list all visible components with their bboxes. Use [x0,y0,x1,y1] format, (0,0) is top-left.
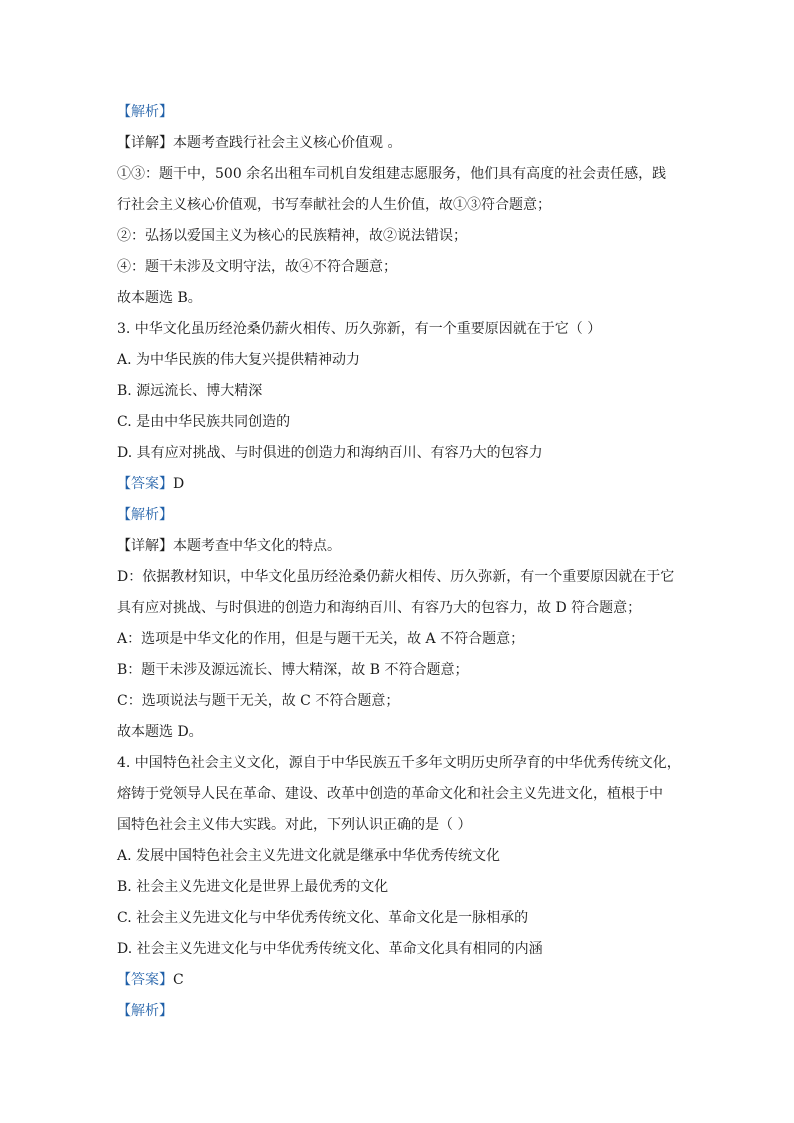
line-text: 故本题选 B。 [117,290,202,306]
question-stem [117,753,681,773]
line-text: B. 源远流长、博大精深 [117,383,263,399]
line-text: ①③：题干中，500 余名出租车司机自发组建志愿服务，他们具有高度的社会责任感，践 [117,166,667,182]
option-line [117,443,677,463]
line-text: 熔铸于党领导人民在革命、建设、改革中创造的革命文化和社会主义先进文化，植根于中 [117,786,663,802]
section-tag: 【解析】 [117,507,173,523]
line-text: 【详解】本题考查践行社会主义核心价值观 。 [117,135,402,151]
option-line [117,412,677,432]
text-line [117,629,677,649]
text-line [117,598,677,618]
line-text: D：依据教材知识，中华文化虽历经沧桑仍薪火相传、历久弥新，有一个重要原因就在于它 [117,569,675,585]
line-text: A. 为中华民族的伟大复兴提供精神动力 [117,352,361,368]
option-line [117,381,677,401]
text-line [117,567,677,587]
analysis-header [117,102,677,122]
option-line [117,877,677,897]
option-line [117,350,677,370]
line-text: B：题干未涉及源远流长、博大精深，故 B 不符合题意； [117,662,469,678]
line-text: C. 社会主义先进文化与中华优秀传统文化、革命文化是一脉相承的 [117,910,529,926]
line-text: ②：弘扬以爱国主义为核心的民族精神，故②说法错误； [117,228,467,244]
question-stem [117,784,677,804]
text-line [117,536,677,556]
option-line [117,939,677,959]
line-text: 故本题选 D。 [117,724,203,740]
question-stem [117,319,677,339]
line-text: 4. 中国特色社会主义文化，源自于中华民族五千多年文明历史所孕育的中华优秀传统文化， [117,755,681,771]
line-text: A. 发展中国特色社会主义先进文化就是继承中华优秀传统文化 [117,848,501,864]
answer-line [117,970,677,990]
line-text: 国特色社会主义伟大实践。对此，下列认识正确的是（ ） [117,817,472,833]
option-line [117,846,677,866]
option-line [117,908,677,928]
text-line [117,226,677,246]
text-line [117,722,677,742]
line-text: 3. 中华文化虽历经沧桑仍薪火相传、历久弥新，有一个重要原因就在于它（ ） [117,321,602,337]
section-tag: 【答案】 [117,476,173,492]
text-line [117,164,677,184]
line-text: B. 社会主义先进文化是世界上最优秀的文化 [117,879,389,895]
line-text: A：选项是中华文化的作用，但是与题干无关，故 A 不符合题意； [117,631,525,647]
text-line [117,257,677,277]
text-line [117,691,677,711]
line-text: C：选项说法与题干无关，故 C 不符合题意； [117,693,400,709]
text-line [117,288,677,308]
text-line [117,195,677,215]
analysis-header [117,1001,677,1021]
line-text: ④：题干未涉及文明守法，故④不符合题意； [117,259,397,275]
line-text: D. 具有应对挑战、与时俱进的创造力和海纳百川、有容乃大的包容力 [117,445,543,461]
line-text: 【详解】本题考查中华文化的特点。 [117,538,341,554]
question-stem [117,815,677,835]
section-tag: 【答案】 [117,972,173,988]
line-text: C [173,972,184,988]
text-line [117,133,677,153]
line-text: D [173,476,185,492]
section-tag: 【解析】 [117,104,173,120]
text-line [117,660,677,680]
line-text: D. 社会主义先进文化与中华优秀传统文化、革命文化具有相同的内涵 [117,941,543,957]
line-text: C. 是由中华民族共同创造的 [117,414,291,430]
analysis-header [117,505,677,525]
line-text: 行社会主义核心价值观，书写奉献社会的人生价值，故①③符合题意； [117,197,551,213]
line-text: 具有应对挑战、与时俱进的创造力和海纳百川、有容乃大的包容力，故 D 符合题意； [117,600,642,616]
section-tag: 【解析】 [117,1003,173,1019]
answer-line [117,474,677,494]
